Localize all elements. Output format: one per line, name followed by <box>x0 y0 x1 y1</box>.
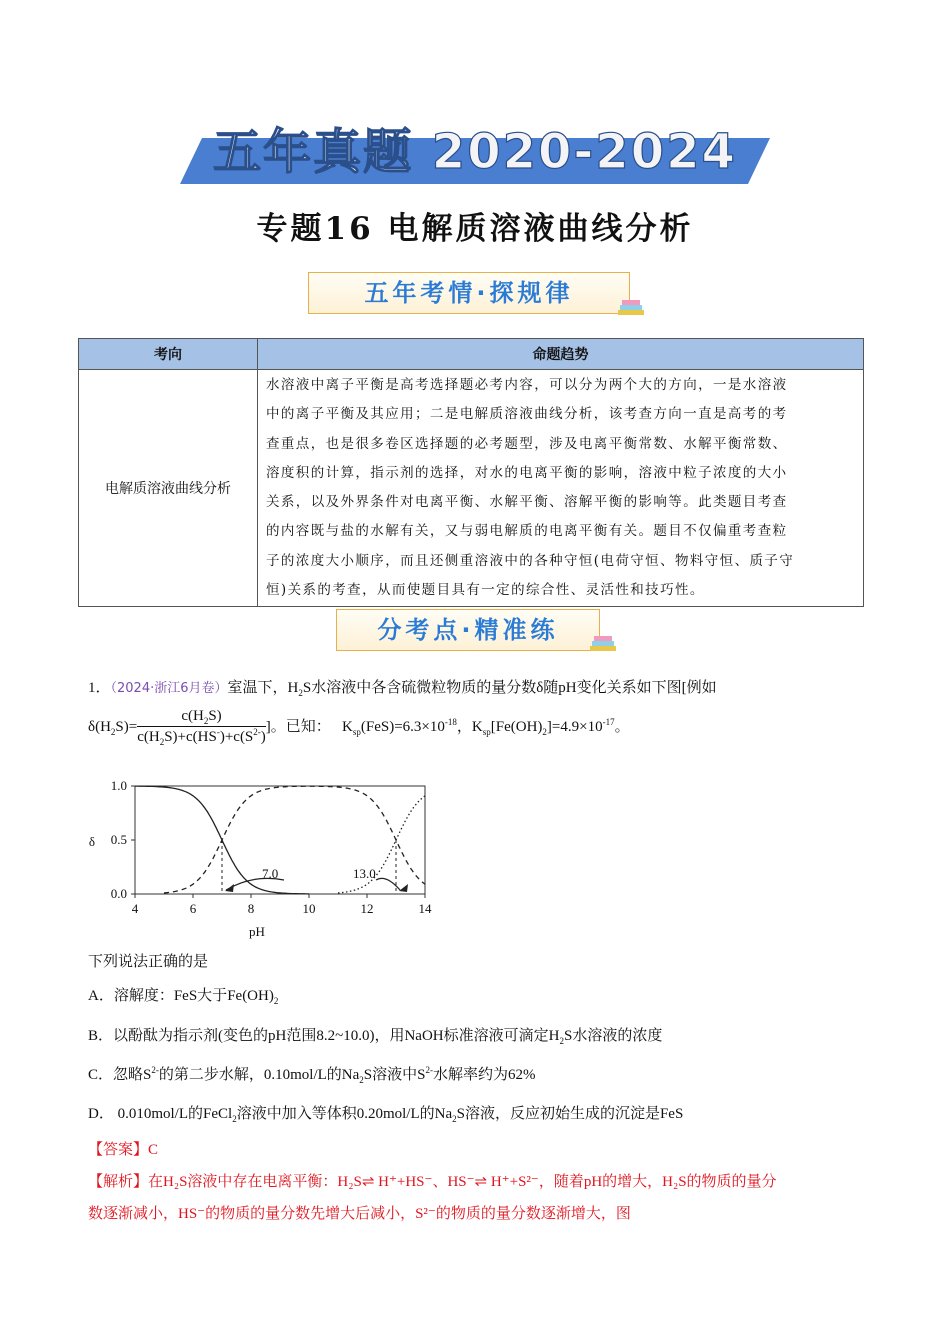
annotation-label: 7.0 <box>262 866 279 881</box>
analysis-label: 【解析】 <box>88 1174 149 1190</box>
question-stem: 1．（2024·浙江6月卷）室温下，$H_2S$水溶液中各含硫微粒物质的量分数δ随pH变化关系如下图[例如 <box>88 680 717 698</box>
arrow-head <box>399 884 408 892</box>
trend-line: 水溶液中离子平衡是高考选择题必考内容，可以分为两个大的方向，一是水溶液 <box>266 377 788 393</box>
option-text: 水解率约为62% <box>432 1067 536 1083</box>
series-dashed-line <box>164 786 425 893</box>
answer-value: C <box>148 1142 159 1158</box>
option-text: B．以酚酞为指示剂(变色的 <box>88 1028 269 1044</box>
stem-text: 变化关系如下图[例如 <box>576 680 717 696</box>
title-banner <box>180 120 770 186</box>
table-header-trend: 命题趋势 <box>258 339 864 370</box>
trend-line: 查重点，也是很多卷区选择题的必考题型，涉及电离平衡常数、水解平衡常数、 <box>266 435 788 452</box>
annotation-label: 13.0 <box>353 866 376 881</box>
x-axis-label: pH <box>249 924 265 939</box>
table-topic-cell: 电解质溶液曲线分析 <box>79 370 258 607</box>
fraction-chart <box>80 770 440 942</box>
option-text: 溶液中S <box>372 1067 426 1083</box>
trend-line: 的内容既与盐的水解有关，又与弱电解质的电离平衡有关。题目不仅偏重考查粒 <box>266 523 788 540</box>
x-tick-label: 8 <box>247 901 255 916</box>
option-text: 水溶液的浓度 <box>572 1028 663 1044</box>
section-header-practice: 分考点·精准练 <box>336 609 600 651</box>
banner-title: 五年真题 2020-2024 <box>213 124 737 180</box>
option-text: C．忽略S <box>88 1067 152 1083</box>
option-d[interactable]: D． 0.010mol/L的FeCl$_2$溶液中加入等体积0.20mol/L的$Na_2S$溶液，反应初始生成的沉淀是FeS <box>88 1106 684 1124</box>
books-icon <box>616 298 646 320</box>
known-label: ]。已知： <box>265 718 331 735</box>
trend-line: 子的浓度大小顺序，而且还侧重溶液中的各种守恒(电荷守恒、物料守恒、质子守 <box>266 552 795 569</box>
stem-text: 水溶液中各含硫微粒物质的量分数δ随 <box>311 680 559 696</box>
x-tick-label: 12 <box>360 901 374 916</box>
x-tick-label: 6 <box>189 901 197 916</box>
analysis-line <box>88 1170 777 1191</box>
trend-line: 溶度积的计算，指示剂的选择，对水的电离平衡的影响，溶液中粒子浓度的大小 <box>266 464 788 481</box>
question-source: （2024·浙江6月卷） <box>110 681 228 696</box>
delta-definition: $\delta(H_2S)=$ $\frac{c(H_2S)}{c(H_2S)+c(HS^-)+c(S^{2-})}$ ]。已知： $K_{sp}(FeS)=6.3\times 10^{-18}$，$K_{sp}[Fe(OH)_2]=4.9\times 10^{-17}$。 <box>88 708 630 747</box>
trend-table <box>78 338 864 607</box>
x-tick-label: 4 <box>131 901 139 916</box>
option-a[interactable]: A．溶解度：FeS大于$Fe(OH)_2$ <box>88 988 279 1006</box>
option-text: 范围8.2~10.0)，用NaOH标准溶液可滴定 <box>286 1028 549 1044</box>
ksp-exponent: -18 <box>444 716 457 727</box>
analysis-line: 数逐渐减小，HS⁻的物质的量分数先增大后减小，S²⁻的物质的量分数逐渐增大，图 <box>88 1206 631 1222</box>
option-text: D． 0.010mol/L的 <box>88 1106 203 1122</box>
books-icon <box>588 634 618 656</box>
table-header-direction: 考向 <box>79 339 258 370</box>
ksp-exponent: -17 <box>602 716 615 727</box>
x-tick-label: 14 <box>418 901 432 916</box>
option-b[interactable]: B．以酚酞为指示剂(变色的pH范围8.2~10.0)，用NaOH标准溶液可滴定$H_2S$水溶液的浓度 <box>88 1028 663 1046</box>
y-axis-label: δ <box>88 834 96 849</box>
question-number: 1． <box>88 680 111 696</box>
arrow-head <box>225 884 234 892</box>
trend-line: 关系，以及外界条件对电离平衡、水解平衡、溶解平衡的影响等。此类题目考查 <box>266 494 788 511</box>
option-text: 的第二步水解，0.10mol/L的 <box>158 1067 342 1083</box>
section-header-trends: 五年考情·探规律 <box>308 272 630 314</box>
option-text: A．溶解度：FeS大于 <box>88 988 228 1004</box>
option-text: 溶液，反应初始生成的沉淀是FeS <box>464 1106 684 1122</box>
option-c[interactable]: C．忽略$S^{2-}$的第二步水解，0.10mol/L的$Na_2S$溶液中$S^{2-}$水解率约为62% <box>88 1065 536 1085</box>
y-tick-label: 0.5 <box>110 832 127 847</box>
answer-label: 【答案】 <box>88 1142 149 1158</box>
page-title: 专题16 电解质溶液曲线分析 <box>256 211 694 247</box>
table-trend-cell <box>258 370 864 607</box>
trend-line: 恒)关系的考查，从而使题目具有一定的综合性、灵活性和技巧性。 <box>266 582 705 599</box>
stem-text: 室温下， <box>227 680 288 696</box>
answer-line <box>88 1138 158 1159</box>
y-tick-label: 1.0 <box>110 778 127 793</box>
question-prompt: 下列说法正确的是 <box>88 954 209 970</box>
analysis-text: 在H₂S溶液中存在电离平衡：H₂S⇌ H⁺+HS⁻、HS⁻⇌ H⁺+S²⁻，随着pH的增大，H₂S的物质的量分 <box>148 1174 777 1190</box>
ksp-fes: (FeS)=6.3×10 <box>360 718 445 735</box>
y-tick-label: 0.0 <box>110 886 127 901</box>
x-tick-label: 10 <box>302 901 316 916</box>
trend-line: 中的离子平衡及其应用；二是电解质溶液曲线分析，该考查方向一直是高考的考 <box>266 406 788 423</box>
option-text: 溶液中加入等体积0.20mol/L的 <box>236 1106 435 1122</box>
